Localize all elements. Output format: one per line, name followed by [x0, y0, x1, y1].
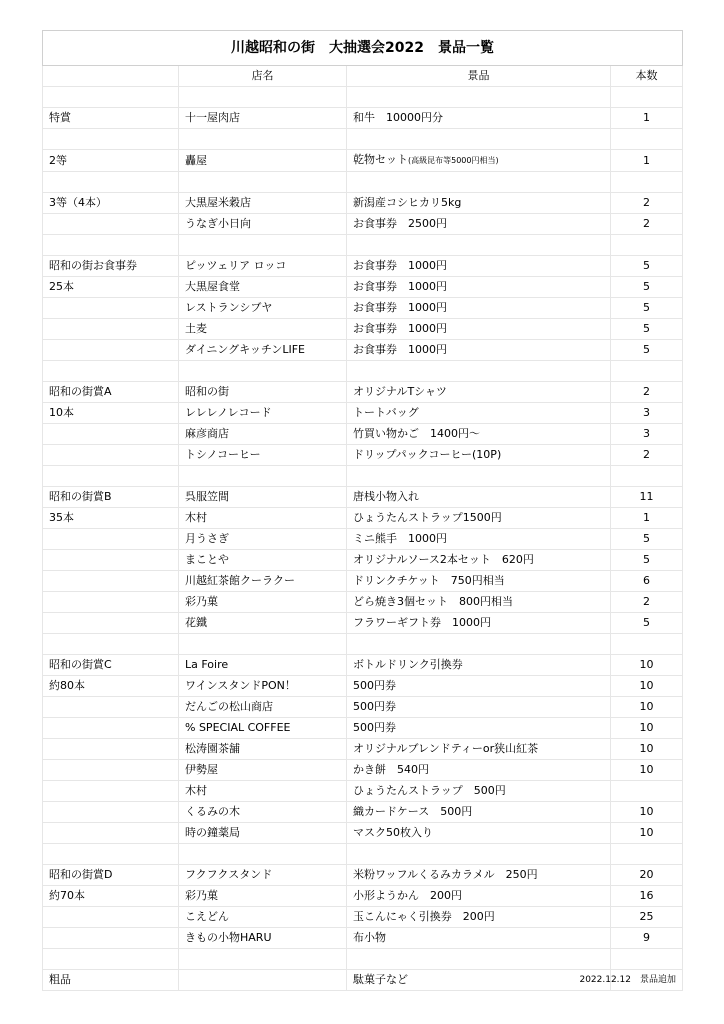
cell-count: 10: [611, 655, 683, 676]
cell-prize: 和牛 10000円分: [347, 108, 611, 129]
table-row: [43, 150, 683, 172]
cell-count: [611, 235, 683, 256]
cell-shop: うなぎ小日向: [179, 214, 347, 235]
cell-count: 16: [611, 886, 683, 907]
cell-count: 5: [611, 550, 683, 571]
cell-count: [611, 949, 683, 970]
cell-category: [43, 928, 179, 949]
cell-category: 約70本: [43, 886, 179, 907]
cell-shop: 時の鐘薬局: [179, 823, 347, 844]
table-row: [43, 172, 683, 193]
cell-shop: 大黒屋食堂: [179, 277, 347, 298]
header-shop: 店名: [179, 66, 347, 87]
table-row: [43, 277, 683, 298]
cell-category: 25本: [43, 277, 179, 298]
table-row: [43, 634, 683, 655]
table-row: [43, 87, 683, 108]
cell-count: 9: [611, 928, 683, 949]
cell-count: [611, 844, 683, 865]
cell-category: [43, 844, 179, 865]
cell-shop: ダイニングキッチンLIFE: [179, 340, 347, 361]
cell-count: 2: [611, 382, 683, 403]
cell-prize: オリジナルブレンドティーor狭山紅茶: [347, 739, 611, 760]
cell-shop: [179, 235, 347, 256]
cell-category: 2等: [43, 150, 179, 172]
cell-shop: フクフクスタンド: [179, 865, 347, 886]
cell-shop: まことや: [179, 550, 347, 571]
cell-count: 5: [611, 277, 683, 298]
cell-prize: ミニ熊手 1000円: [347, 529, 611, 550]
cell-category: [43, 718, 179, 739]
cell-count: 5: [611, 256, 683, 277]
cell-count: 2: [611, 445, 683, 466]
cell-shop: トシノコーヒー: [179, 445, 347, 466]
table-row: [43, 256, 683, 277]
table-row: [43, 529, 683, 550]
cell-shop: [179, 361, 347, 382]
cell-prize: 唐桟小物入れ: [347, 487, 611, 508]
cell-prize: お食事券 1000円: [347, 256, 611, 277]
cell-category: [43, 697, 179, 718]
cell-shop: 木村: [179, 781, 347, 802]
cell-prize: [347, 87, 611, 108]
cell-shop: くるみの木: [179, 802, 347, 823]
cell-prize: 500円券: [347, 697, 611, 718]
header-prize: 景品: [347, 66, 611, 87]
cell-shop: レストランシブヤ: [179, 298, 347, 319]
cell-shop: 十一屋肉店: [179, 108, 347, 129]
table-row: [43, 298, 683, 319]
cell-category: 昭和の街賞A: [43, 382, 179, 403]
cell-prize: 500円券: [347, 676, 611, 697]
cell-count: 5: [611, 298, 683, 319]
cell-category: [43, 214, 179, 235]
cell-count: 1: [611, 150, 683, 172]
table-row: [43, 928, 683, 949]
cell-count: [611, 466, 683, 487]
cell-prize: かき餅 540円: [347, 760, 611, 781]
cell-shop: [179, 87, 347, 108]
page-title: 川越昭和の街 大抽選会2022 景品一覧: [43, 31, 683, 66]
table-row: [43, 949, 683, 970]
cell-category: [43, 760, 179, 781]
cell-category: [43, 550, 179, 571]
cell-count: [611, 361, 683, 382]
cell-category: 昭和の街賞C: [43, 655, 179, 676]
cell-category: [43, 613, 179, 634]
cell-prize: オリジナルソース2本セット 620円: [347, 550, 611, 571]
cell-prize: [347, 466, 611, 487]
cell-shop: 轟屋: [179, 150, 347, 172]
cell-shop: 伊勢屋: [179, 760, 347, 781]
cell-count: 6: [611, 571, 683, 592]
cell-shop: 土麦: [179, 319, 347, 340]
cell-count: [611, 172, 683, 193]
cell-category: [43, 340, 179, 361]
cell-prize: 500円券: [347, 718, 611, 739]
cell-prize: フラワーギフト券 1000円: [347, 613, 611, 634]
cell-category: [43, 424, 179, 445]
table-row: [43, 340, 683, 361]
cell-shop: だんごの松山商店: [179, 697, 347, 718]
table-row: [43, 655, 683, 676]
table-row: [43, 382, 683, 403]
cell-prize: [347, 129, 611, 150]
cell-count: 1: [611, 508, 683, 529]
table-row: [43, 802, 683, 823]
cell-prize: ドリンクチケット 750円相当: [347, 571, 611, 592]
cell-category: 昭和の街賞D: [43, 865, 179, 886]
cell-prize: マスク50枚入り: [347, 823, 611, 844]
table-row: [43, 844, 683, 865]
cell-count: [611, 129, 683, 150]
cell-prize: ドリップパックコーヒー(10P): [347, 445, 611, 466]
prize-note: (高級昆布等5000円相当): [408, 156, 499, 165]
cell-shop: [179, 844, 347, 865]
cell-category: [43, 781, 179, 802]
table-row: [43, 319, 683, 340]
cell-count: 2: [611, 193, 683, 214]
title-row: [43, 31, 683, 66]
cell-category: 35本: [43, 508, 179, 529]
table-row: [43, 781, 683, 802]
cell-count: 11: [611, 487, 683, 508]
cell-shop: 彩乃菓: [179, 886, 347, 907]
cell-shop: [179, 634, 347, 655]
cell-category: [43, 87, 179, 108]
cell-prize: ひょうたんストラップ 500円: [347, 781, 611, 802]
cell-prize: お食事券 1000円: [347, 277, 611, 298]
cell-prize: ひょうたんストラップ1500円: [347, 508, 611, 529]
cell-shop: 麻彦商店: [179, 424, 347, 445]
cell-category: [43, 172, 179, 193]
cell-shop: [179, 466, 347, 487]
cell-category: 粗品: [43, 970, 179, 991]
cell-count: 10: [611, 802, 683, 823]
table-row: [43, 718, 683, 739]
cell-shop: % SPECIAL COFFEE: [179, 718, 347, 739]
cell-count: [611, 634, 683, 655]
table-row: [43, 214, 683, 235]
table-row: [43, 108, 683, 129]
cell-shop: 大黒屋米穀店: [179, 193, 347, 214]
table-row: [43, 739, 683, 760]
table-row: [43, 403, 683, 424]
cell-category: 昭和の街賞B: [43, 487, 179, 508]
cell-shop: 川越紅茶館クーラクー: [179, 571, 347, 592]
table-row: [43, 193, 683, 214]
table-row: [43, 361, 683, 382]
cell-category: [43, 634, 179, 655]
table-row: [43, 466, 683, 487]
cell-category: [43, 592, 179, 613]
cell-shop: 木村: [179, 508, 347, 529]
table-row: [43, 823, 683, 844]
cell-shop: ワインスタンドPON！: [179, 676, 347, 697]
cell-prize: ボトルドリンク引換券: [347, 655, 611, 676]
table-row: [43, 613, 683, 634]
cell-count: 10: [611, 739, 683, 760]
cell-prize: お食事券 1000円: [347, 319, 611, 340]
table-row: [43, 907, 683, 928]
table-row: [43, 865, 683, 886]
table-row: [43, 697, 683, 718]
cell-shop: [179, 172, 347, 193]
cell-count: [611, 87, 683, 108]
cell-prize: トートバッグ: [347, 403, 611, 424]
cell-shop: 月うさぎ: [179, 529, 347, 550]
table-row: [43, 676, 683, 697]
cell-count: 5: [611, 613, 683, 634]
cell-prize: 竹買い物かご 1400円～: [347, 424, 611, 445]
cell-prize: 駄菓子など: [347, 970, 611, 991]
cell-category: [43, 466, 179, 487]
table-row: [43, 760, 683, 781]
cell-category: [43, 361, 179, 382]
cell-category: [43, 802, 179, 823]
cell-prize: [347, 235, 611, 256]
cell-count: 3: [611, 403, 683, 424]
cell-count: 1: [611, 108, 683, 129]
cell-category: [43, 319, 179, 340]
cell-shop: La Foire: [179, 655, 347, 676]
table-row: [43, 886, 683, 907]
table-row: [43, 571, 683, 592]
cell-count: 10: [611, 676, 683, 697]
cell-prize: 織カードケース 500円: [347, 802, 611, 823]
cell-count: 5: [611, 340, 683, 361]
cell-count: 25: [611, 907, 683, 928]
cell-shop: 呉服笠間: [179, 487, 347, 508]
cell-category: [43, 823, 179, 844]
table-row: [43, 445, 683, 466]
prize-table: [42, 30, 683, 991]
cell-count: 5: [611, 319, 683, 340]
table-row: [43, 424, 683, 445]
cell-count: 5: [611, 529, 683, 550]
cell-count: 3: [611, 424, 683, 445]
cell-shop: きもの小物HARU: [179, 928, 347, 949]
cell-category: [43, 529, 179, 550]
cell-prize: 玉こんにゃく引換券 200円: [347, 907, 611, 928]
cell-prize: [347, 361, 611, 382]
cell-count: 20: [611, 865, 683, 886]
cell-prize: 布小物: [347, 928, 611, 949]
cell-shop: [179, 129, 347, 150]
cell-shop: レレレノレコード: [179, 403, 347, 424]
cell-shop: 花鐵: [179, 613, 347, 634]
cell-prize: 米粉ワッフルくるみカラメル 250円: [347, 865, 611, 886]
cell-prize: [347, 634, 611, 655]
cell-count: 10: [611, 823, 683, 844]
table-row: [43, 550, 683, 571]
footer-note: 2022.12.12 景品追加: [579, 975, 676, 985]
cell-prize: お食事券 1000円: [347, 340, 611, 361]
cell-shop: 彩乃菓: [179, 592, 347, 613]
cell-category: 3等（4本）: [43, 193, 179, 214]
cell-prize: オリジナルTシャツ: [347, 382, 611, 403]
cell-prize: お食事券 2500円: [347, 214, 611, 235]
cell-category: [43, 235, 179, 256]
cell-category: 約80本: [43, 676, 179, 697]
cell-prize: 小形ようかん 200円: [347, 886, 611, 907]
cell-prize: 新潟産コシヒカリ5kg: [347, 193, 611, 214]
cell-count: 2: [611, 592, 683, 613]
table-row: [43, 508, 683, 529]
cell-prize: [347, 844, 611, 865]
cell-count: 2: [611, 214, 683, 235]
cell-shop: 昭和の街: [179, 382, 347, 403]
cell-shop: こえどん: [179, 907, 347, 928]
cell-category: 10本: [43, 403, 179, 424]
table-row: [43, 235, 683, 256]
cell-category: [43, 298, 179, 319]
cell-prize: [347, 949, 611, 970]
prize-text: 乾物セット: [353, 153, 408, 166]
cell-category: 昭和の街お食事券: [43, 256, 179, 277]
table-row: [43, 487, 683, 508]
cell-category: [43, 907, 179, 928]
header-row: [43, 66, 683, 87]
table-row: [43, 592, 683, 613]
cell-shop: ピッツェリア ロッコ: [179, 256, 347, 277]
cell-category: [43, 445, 179, 466]
cell-prize: [347, 150, 611, 172]
cell-category: [43, 739, 179, 760]
cell-category: 特賞: [43, 108, 179, 129]
header-category: [43, 66, 179, 87]
cell-prize: [347, 172, 611, 193]
cell-count: [611, 781, 683, 802]
prize-list-sheet: [42, 30, 682, 991]
cell-count: 10: [611, 697, 683, 718]
cell-category: [43, 571, 179, 592]
table-row: [43, 129, 683, 150]
cell-category: [43, 949, 179, 970]
cell-count: 10: [611, 718, 683, 739]
cell-prize: お食事券 1000円: [347, 298, 611, 319]
cell-count: 10: [611, 760, 683, 781]
header-count: 本数: [611, 66, 683, 87]
cell-shop: 松涛園茶舗: [179, 739, 347, 760]
cell-shop: [179, 949, 347, 970]
cell-category: [43, 129, 179, 150]
cell-prize: どら焼き3個セット 800円相当: [347, 592, 611, 613]
